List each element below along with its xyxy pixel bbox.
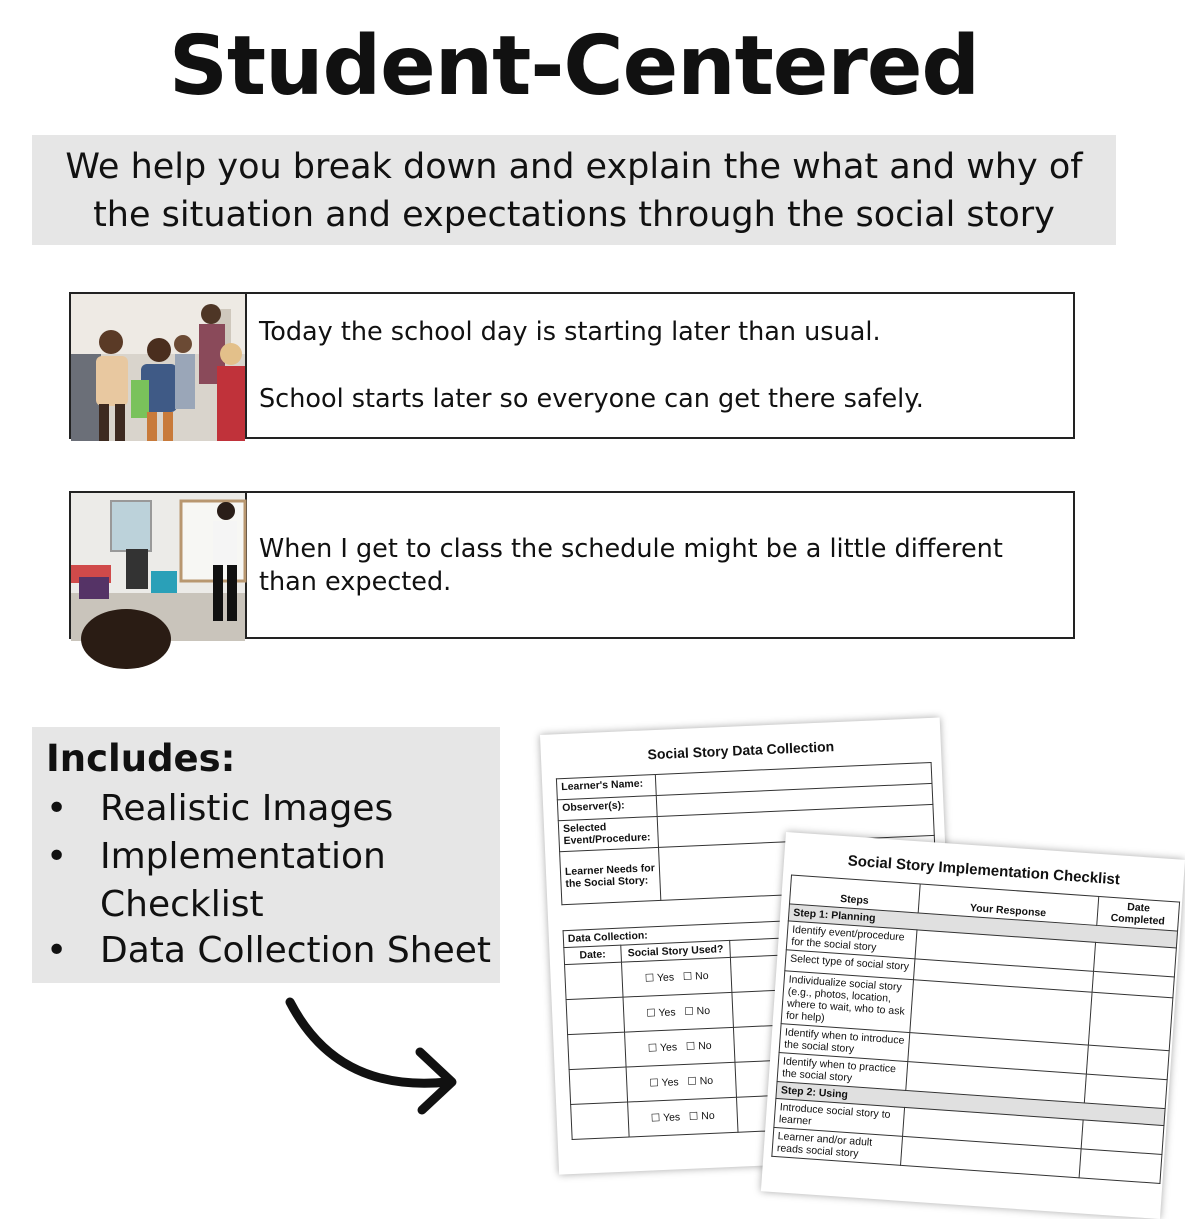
step-1-item-3: Individualize social story (e.g., photos, location, where to wait, who to ask for help): [781, 971, 913, 1033]
teacher-classroom-photo: [71, 493, 247, 637]
field-observers: Observer(s):: [557, 795, 657, 820]
data-collection-section: Data Collection:: [563, 914, 938, 947]
step-2-item-2: Learner and/or adult reads social story: [772, 1127, 903, 1165]
includes-item-3-label: Data Collection Sheet: [100, 930, 491, 971]
step-1-item-5: Identify when to practice the social story: [777, 1053, 908, 1091]
yes-option: Yes: [656, 971, 675, 985]
field-selected-event: Selected Event/Procedure:: [558, 816, 658, 851]
subtitle-text: We help you break down and explain the what and why of the situation and expectations through the social story: [65, 147, 1083, 235]
includes-item-2-label: Implementation Checklist: [100, 836, 386, 925]
col-steps: Steps: [789, 875, 920, 913]
no-option: No: [699, 1074, 714, 1088]
students-walking-photo: [71, 294, 247, 437]
field-learner-needs: Learner Needs for the Social Story:: [560, 847, 661, 904]
yes-option: Yes: [658, 1006, 676, 1020]
implementation-checklist-sheet: [761, 832, 1185, 1219]
field-learner-name: Learner's Name:: [556, 775, 656, 800]
no-option: No: [700, 1109, 715, 1123]
no-option: No: [696, 1004, 711, 1018]
story-card-2: [69, 491, 1075, 639]
includes-item-1-label: Realistic Images: [100, 788, 394, 829]
col-date-completed: Date Completed: [1097, 896, 1180, 931]
step-1-item-4: Identify when to introduce the social story: [779, 1024, 910, 1062]
includes-item-1: • Realistic Images: [46, 785, 506, 833]
includes-heading: Includes:: [46, 737, 236, 780]
yes-option: Yes: [662, 1111, 681, 1124]
step-2-heading: Step 2: Using: [776, 1081, 1165, 1125]
includes-item-3: • Data Collection Sheet: [46, 927, 506, 975]
story-card-1-line-1: Today the school day is starting later than usual.: [259, 317, 881, 347]
curved-arrow-icon: [270, 990, 470, 1130]
page-title: Student-Centered: [168, 19, 980, 114]
data-collection-sheet: Social Story Data Collection Learner's Name: Observer(s): Selected Event/Procedure: Learner Needs for the Social Story: Data Collection: Date: Social Story Used? ☐ Yes ☐ No ☐ Yes ☐ No ☐ Yes ☐ No ☐ Yes ☐ No ☐ Yes ☐ No: [540, 718, 959, 1175]
yes-option: Yes: [661, 1076, 679, 1090]
checklist-title: Social Story Implementation Checklist: [847, 852, 1121, 889]
no-option: No: [697, 1039, 712, 1053]
includes-box: [32, 727, 500, 983]
story-card-1-line-2: School starts later so everyone can get there safely.: [259, 384, 924, 414]
col-used: Social Story Used?: [621, 940, 731, 962]
step-2-item-1: Introduce social story to learner: [774, 1098, 905, 1136]
step-1-item-1: Identify event/procedure for the social story: [786, 921, 917, 959]
step-1-item-2: Select type of social story: [785, 950, 915, 980]
story-card-1: [69, 292, 1075, 439]
yes-option: Yes: [659, 1041, 678, 1055]
no-option: No: [694, 969, 709, 983]
includes-item-2: • Implementation Checklist: [46, 833, 506, 929]
data-sheet-title: Social Story Data Collection: [647, 738, 835, 763]
story-card-2-line-1: When I get to class the schedule might be a little different than expected.: [259, 534, 1003, 597]
step-1-heading: Step 1: Planning: [788, 904, 1177, 948]
col-date: Date:: [564, 945, 622, 964]
subtitle-banner: [32, 135, 1116, 245]
col-response: Your Response: [918, 884, 1099, 925]
